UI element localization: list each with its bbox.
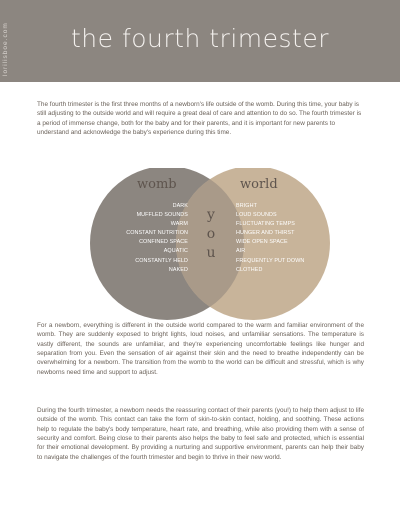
side-url: lorilisboe.com bbox=[2, 22, 9, 76]
page-title: the fourth trimester bbox=[70, 24, 330, 53]
womb-item: MUFFLED SOUNDS bbox=[136, 212, 188, 219]
womb-item: CONFINED SPACE bbox=[139, 239, 188, 246]
world-label: world bbox=[240, 177, 278, 192]
womb-list bbox=[126, 202, 188, 275]
body-paragraph-3: During the fourth trimester, a newborn needs the reassuring contact of their parents (you!) to help them adjust to life outside of the womb. This contact can take the form of skin-to-skin contact, holding, and soothing. These actions help to regulate the baby's body temperature, heart rate, and breathing, while also providing them with a sense of security and comfort. Being close to their parents also helps the baby to feel safe and protected, which is essential for their emotional development. By providing a nurturing and supportive environment, parents can help their baby to navigate the challenges of the fourth trimester and begin to thrive in their new world. bbox=[37, 407, 364, 461]
header-banner bbox=[0, 0, 400, 82]
you-letters bbox=[204, 206, 218, 263]
world-item: FLUCTUATING TEMPS bbox=[236, 221, 296, 228]
you-letter: u bbox=[206, 245, 216, 261]
world-item: FREQUENTLY PUT DOWN bbox=[236, 257, 305, 264]
womb-label: womb bbox=[137, 177, 177, 192]
womb-item: WARM bbox=[170, 221, 188, 228]
womb-item: CONSTANTLY HELD bbox=[135, 257, 188, 264]
world-item: BRIGHT bbox=[236, 203, 257, 209]
you-letter: y bbox=[207, 207, 215, 223]
womb-item: CONSTANT NUTRITION bbox=[126, 230, 188, 237]
you-letter: o bbox=[206, 226, 216, 242]
world-item: CLOTHED bbox=[236, 266, 263, 273]
world-item: WIDE OPEN SPACE bbox=[236, 239, 288, 246]
world-item: AIR bbox=[236, 248, 246, 255]
womb-item: NAKED bbox=[168, 266, 188, 273]
womb-item: DARK bbox=[172, 203, 188, 209]
intro-paragraph: The fourth trimester is the first three months of a newborn's life outside of the womb. During this time, your baby is still adjusting to the outside world and will require a great deal of care and attention to do so. The fourth trimester is a period of immense change, both for the baby and for their parents, and it is important for new parents to understand and acknowledge the baby's experience during this time. bbox=[37, 101, 362, 137]
body-paragraph-2: For a newborn, everything is different in the outside world compared to the warm and familiar environment of the womb. They are suddenly exposed to bright lights, loud noises, and unfamiliar sensations. The temperature is vastly different, the sounds are unfamiliar, and they're experiencing uncomfortable feelings like hunger and separation from you. Even the sensation of air against their skin and the need to breathe independently can be overwhelming for a newborn. The transition from the womb to the world can be difficult and stressful, which is why newborns need time and support to adjust. bbox=[37, 322, 364, 376]
world-list bbox=[236, 202, 304, 275]
venn-diagram bbox=[0, 168, 400, 328]
world-item: LOUD SOUNDS bbox=[236, 212, 277, 219]
womb-item: AQUATIC bbox=[163, 248, 188, 255]
world-item: HUNGER AND THIRST bbox=[236, 230, 295, 237]
